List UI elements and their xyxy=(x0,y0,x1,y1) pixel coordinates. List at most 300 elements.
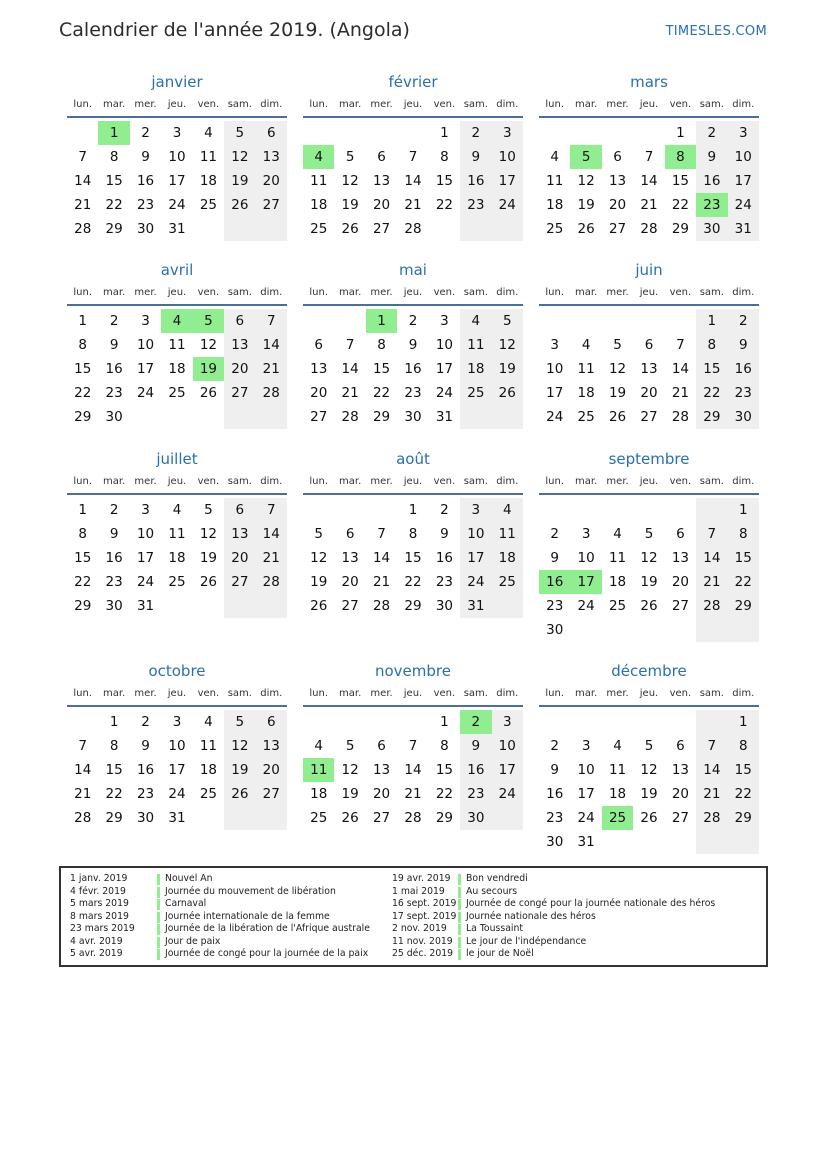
weekday-label: lun. xyxy=(545,287,565,298)
day-cell: 19 xyxy=(608,385,627,401)
day-cell: 9 xyxy=(141,149,150,165)
month-name: octobre xyxy=(148,662,206,680)
legend-date: 8 mars 2019 xyxy=(70,910,129,922)
day-cell: 29 xyxy=(696,405,727,429)
legend-marker xyxy=(157,899,160,910)
weekend-empty-cell xyxy=(460,217,491,241)
day-cell: 19 xyxy=(640,574,658,590)
day-cell: 24 xyxy=(136,385,155,401)
day-cell: 10 xyxy=(577,550,595,566)
day-cell: 25 xyxy=(199,786,217,802)
weekend-empty-cell xyxy=(492,594,523,618)
weekday-label: mer. xyxy=(370,688,393,699)
legend-marker xyxy=(157,924,160,935)
weekday-label: ven. xyxy=(669,476,692,487)
header-divider xyxy=(303,493,523,495)
day-cell: 6 xyxy=(377,738,386,754)
day-cell: 13 xyxy=(671,762,689,778)
weekday-label: dim. xyxy=(732,99,755,110)
weekday-header xyxy=(67,287,287,301)
weekend-empty-cell xyxy=(492,217,523,241)
weekday-label: dim. xyxy=(260,99,283,110)
day-cell: 2 xyxy=(141,714,150,730)
day-cell: 27 xyxy=(372,221,391,237)
day-cell: 6 xyxy=(256,710,287,734)
day-cell: 20 xyxy=(256,758,287,782)
day-cell: 4 xyxy=(204,125,213,141)
day-cell: 1 xyxy=(696,309,727,333)
day-cell: 25 xyxy=(310,810,328,826)
day-cell: 26 xyxy=(199,574,217,590)
day-cell: 6 xyxy=(256,121,287,145)
day-cell: 26 xyxy=(640,598,658,614)
day-cell: 12 xyxy=(310,550,328,566)
weekday-label: ven. xyxy=(197,287,220,298)
day-cell: 26 xyxy=(608,409,627,425)
weekend-empty-cell xyxy=(728,830,759,854)
weekday-label: mar. xyxy=(339,287,362,298)
legend-date: 5 avr. 2019 xyxy=(70,948,123,959)
day-cell: 29 xyxy=(105,221,123,237)
day-cell: 26 xyxy=(492,381,523,405)
weekday-label: mer. xyxy=(134,688,157,699)
day-cell: 23 xyxy=(404,385,422,401)
weekday-label: ven. xyxy=(433,476,456,487)
holiday-day-cell: 8 xyxy=(665,145,696,169)
legend-date: 2 nov. 2019 xyxy=(392,923,447,934)
holiday-day-cell: 11 xyxy=(303,758,334,782)
day-cell: 12 xyxy=(199,337,217,353)
day-cell: 14 xyxy=(696,758,727,782)
day-cell: 23 xyxy=(136,786,155,802)
day-cell: 23 xyxy=(460,782,491,806)
weekday-label: mar. xyxy=(339,688,362,699)
month-name: août xyxy=(396,450,430,468)
legend-marker xyxy=(458,949,461,960)
legend-holiday-name: Journée de congé pour la journée nationale des héros xyxy=(466,898,716,909)
day-cell: 27 xyxy=(256,782,287,806)
brand-link[interactable]: TIMESLES.COM xyxy=(665,24,767,39)
legend-holiday-name: Journée de congé pour la journée de la paix xyxy=(165,948,369,959)
day-cell: 19 xyxy=(199,550,217,566)
day-cell: 7 xyxy=(256,498,287,522)
day-cell: 12 xyxy=(224,734,255,758)
month-name: mai xyxy=(399,261,427,279)
day-cell: 7 xyxy=(408,738,418,754)
legend-marker xyxy=(157,874,160,885)
weekday-label: mar. xyxy=(339,476,362,487)
weekday-label: mer. xyxy=(134,287,157,298)
day-cell: 6 xyxy=(345,526,355,542)
day-cell: 18 xyxy=(168,550,186,566)
legend-date: 1 mai 2019 xyxy=(392,885,445,897)
day-cell: 23 xyxy=(460,193,491,217)
weekday-label: mer. xyxy=(606,99,629,110)
day-cell: 2 xyxy=(141,125,150,141)
day-cell: 6 xyxy=(314,337,323,353)
day-cell: 1 xyxy=(109,714,119,730)
day-cell: 20 xyxy=(640,385,658,401)
day-cell: 18 xyxy=(546,197,564,213)
day-cell: 3 xyxy=(440,313,449,329)
day-cell: 28 xyxy=(341,409,359,425)
day-cell: 10 xyxy=(460,522,491,546)
day-cell: 8 xyxy=(728,734,759,758)
day-cell: 1 xyxy=(78,502,87,518)
day-cell: 11 xyxy=(546,173,564,189)
day-cell: 9 xyxy=(550,762,559,778)
legend-marker xyxy=(157,949,160,960)
day-cell: 11 xyxy=(460,333,491,357)
legend-marker xyxy=(458,937,461,948)
header-divider xyxy=(539,116,759,118)
header-divider xyxy=(67,304,287,306)
day-cell: 10 xyxy=(435,337,453,353)
day-cell: 5 xyxy=(204,502,213,518)
legend-date: 19 avr. 2019 xyxy=(392,873,451,884)
day-cell: 9 xyxy=(109,337,119,353)
day-cell: 13 xyxy=(224,522,255,546)
weekday-label: ven. xyxy=(669,287,692,298)
legend-row xyxy=(70,873,440,886)
day-cell: 11 xyxy=(168,526,186,542)
day-cell: 21 xyxy=(256,357,287,381)
day-cell: 20 xyxy=(372,197,391,213)
day-cell: 15 xyxy=(696,357,727,381)
day-cell: 2 xyxy=(728,309,759,333)
day-cell: 29 xyxy=(435,810,453,826)
legend-row xyxy=(392,898,762,911)
day-cell: 17 xyxy=(492,169,523,193)
day-cell: 18 xyxy=(460,357,491,381)
day-cell: 22 xyxy=(728,570,759,594)
day-cell: 10 xyxy=(168,149,186,165)
day-cell: 16 xyxy=(136,173,155,189)
day-cell: 14 xyxy=(671,361,689,377)
day-cell: 8 xyxy=(696,333,727,357)
month-name: juillet xyxy=(156,450,198,468)
legend-holiday-name: Journée nationale des héros xyxy=(466,910,596,922)
weekday-label: mar. xyxy=(103,688,126,699)
weekend-empty-cell xyxy=(696,830,727,854)
day-cell: 4 xyxy=(581,337,591,353)
weekday-label: dim. xyxy=(260,476,283,487)
day-cell: 7 xyxy=(345,337,355,353)
weekday-label: ven. xyxy=(433,688,456,699)
day-grid xyxy=(303,498,523,642)
weekday-header xyxy=(539,476,759,490)
day-cell: 26 xyxy=(199,385,217,401)
day-cell: 24 xyxy=(460,570,491,594)
day-cell: 28 xyxy=(74,221,92,237)
weekday-label: lun. xyxy=(73,688,93,699)
day-cell: 3 xyxy=(492,710,523,734)
weekend-empty-cell xyxy=(492,405,523,429)
day-cell: 10 xyxy=(492,145,523,169)
weekday-label: dim. xyxy=(732,287,755,298)
weekday-label: mer. xyxy=(370,99,393,110)
day-cell: 31 xyxy=(460,594,491,618)
day-cell: 27 xyxy=(608,221,627,237)
day-cell: 11 xyxy=(199,738,217,754)
day-cell: 27 xyxy=(671,810,689,826)
weekday-label: dim. xyxy=(260,688,283,699)
weekend-empty-cell xyxy=(728,618,759,642)
day-cell: 26 xyxy=(310,598,328,614)
day-cell: 15 xyxy=(74,550,92,566)
day-cell: 12 xyxy=(608,361,627,377)
weekday-label: sam. xyxy=(463,688,488,699)
holiday-day-cell: 1 xyxy=(98,121,129,145)
day-cell: 10 xyxy=(492,734,523,758)
day-cell: 8 xyxy=(440,738,449,754)
weekday-label: sam. xyxy=(227,287,252,298)
day-cell: 19 xyxy=(224,758,255,782)
day-cell: 20 xyxy=(341,574,359,590)
day-cell: 3 xyxy=(581,526,591,542)
weekday-header xyxy=(303,99,523,113)
legend-holiday-name: Journée internationale de la femme xyxy=(165,910,330,922)
day-cell: 12 xyxy=(341,762,359,778)
day-cell: 15 xyxy=(435,173,453,189)
day-grid xyxy=(539,309,759,453)
day-cell: 20 xyxy=(224,546,255,570)
weekday-label: mer. xyxy=(606,476,629,487)
day-cell: 7 xyxy=(377,526,386,542)
weekday-label: dim. xyxy=(260,287,283,298)
day-cell: 9 xyxy=(696,145,727,169)
day-cell: 2 xyxy=(696,121,727,145)
day-cell: 31 xyxy=(168,221,186,237)
day-cell: 11 xyxy=(199,149,217,165)
day-cell: 24 xyxy=(546,409,564,425)
weekday-label: dim. xyxy=(496,688,519,699)
day-cell: 27 xyxy=(224,381,255,405)
weekday-label: lun. xyxy=(73,287,93,298)
day-cell: 17 xyxy=(435,361,453,377)
day-cell: 28 xyxy=(404,221,422,237)
day-cell: 23 xyxy=(546,598,564,614)
day-cell: 22 xyxy=(671,197,689,213)
day-cell: 15 xyxy=(105,173,123,189)
day-cell: 29 xyxy=(728,594,759,618)
legend-row xyxy=(70,898,440,911)
day-cell: 22 xyxy=(74,574,92,590)
day-cell: 25 xyxy=(577,409,595,425)
weekday-label: ven. xyxy=(669,99,692,110)
day-cell: 15 xyxy=(105,762,123,778)
day-cell: 19 xyxy=(492,357,523,381)
day-cell: 29 xyxy=(372,409,391,425)
day-cell: 1 xyxy=(408,502,418,518)
day-cell: 16 xyxy=(728,357,759,381)
day-cell: 7 xyxy=(696,734,727,758)
weekday-label: ven. xyxy=(669,688,692,699)
legend-row xyxy=(392,923,762,936)
weekday-label: ven. xyxy=(433,99,456,110)
weekday-label: sam. xyxy=(463,476,488,487)
day-cell: 3 xyxy=(581,738,591,754)
day-cell: 3 xyxy=(728,121,759,145)
day-cell: 11 xyxy=(577,361,595,377)
day-cell: 15 xyxy=(372,361,391,377)
weekday-label: lun. xyxy=(73,476,93,487)
weekday-label: sam. xyxy=(227,476,252,487)
weekday-label: jeu. xyxy=(639,287,659,298)
day-cell: 11 xyxy=(310,173,328,189)
day-cell: 18 xyxy=(310,197,328,213)
holiday-day-cell: 4 xyxy=(303,145,334,169)
weekday-label: jeu. xyxy=(403,287,423,298)
legend-date: 23 mars 2019 xyxy=(70,923,135,934)
day-cell: 19 xyxy=(577,197,595,213)
day-cell: 23 xyxy=(136,197,155,213)
day-cell: 30 xyxy=(460,806,491,830)
day-cell: 16 xyxy=(696,169,727,193)
legend-row xyxy=(70,923,440,936)
day-cell: 25 xyxy=(199,197,217,213)
day-cell: 8 xyxy=(728,522,759,546)
day-cell: 18 xyxy=(492,546,523,570)
day-cell: 21 xyxy=(671,385,689,401)
day-cell: 9 xyxy=(408,337,418,353)
day-cell: 5 xyxy=(345,149,355,165)
weekday-label: mar. xyxy=(103,476,126,487)
weekend-empty-cell xyxy=(256,405,287,429)
day-cell: 16 xyxy=(404,361,422,377)
weekend-empty-cell xyxy=(256,217,287,241)
day-cell: 25 xyxy=(168,574,186,590)
header-divider xyxy=(539,705,759,707)
weekday-header xyxy=(539,99,759,113)
day-cell: 29 xyxy=(74,598,92,614)
legend-row xyxy=(70,948,440,961)
day-cell: 26 xyxy=(341,221,359,237)
day-cell: 3 xyxy=(141,502,150,518)
day-cell: 14 xyxy=(74,762,92,778)
weekday-header xyxy=(539,688,759,702)
day-cell: 14 xyxy=(74,173,92,189)
legend-holiday-name: Le jour de l'indépendance xyxy=(466,935,587,947)
weekday-label: ven. xyxy=(433,287,456,298)
day-cell: 14 xyxy=(256,333,287,357)
legend-row xyxy=(70,886,440,899)
day-cell: 19 xyxy=(640,786,658,802)
month-name: juin xyxy=(635,261,663,279)
weekday-label: mer. xyxy=(134,99,157,110)
weekend-empty-cell xyxy=(224,405,255,429)
day-cell: 3 xyxy=(460,498,491,522)
header-divider xyxy=(67,493,287,495)
legend-row xyxy=(392,948,762,961)
legend-holiday-name: Journée de la libération de l'Afrique australe xyxy=(165,923,370,934)
day-cell: 31 xyxy=(435,409,453,425)
day-cell: 14 xyxy=(372,550,391,566)
weekday-label: jeu. xyxy=(167,99,187,110)
day-cell: 22 xyxy=(372,385,391,401)
day-cell: 10 xyxy=(136,526,155,542)
day-cell: 7 xyxy=(408,149,418,165)
day-cell: 30 xyxy=(435,598,453,614)
day-cell: 28 xyxy=(696,594,727,618)
day-cell: 15 xyxy=(435,762,453,778)
day-cell: 30 xyxy=(546,622,564,638)
day-cell: 20 xyxy=(671,574,689,590)
day-cell: 10 xyxy=(577,762,595,778)
day-cell: 6 xyxy=(676,738,685,754)
day-cell: 17 xyxy=(728,169,759,193)
day-cell: 16 xyxy=(435,550,453,566)
day-cell: 10 xyxy=(136,337,155,353)
legend-marker xyxy=(458,924,461,935)
legend-row xyxy=(70,936,440,949)
weekday-label: jeu. xyxy=(167,688,187,699)
day-cell: 12 xyxy=(640,762,658,778)
weekday-label: sam. xyxy=(463,287,488,298)
legend-row xyxy=(392,936,762,949)
day-cell: 14 xyxy=(341,361,359,377)
day-cell: 3 xyxy=(172,714,182,730)
weekend-empty-cell xyxy=(224,594,255,618)
day-cell: 16 xyxy=(105,361,123,377)
day-cell: 5 xyxy=(644,526,654,542)
day-cell: 25 xyxy=(608,598,627,614)
day-cell: 6 xyxy=(613,149,622,165)
legend-holiday-name: Carnaval xyxy=(165,898,207,909)
legend-marker xyxy=(458,899,461,910)
day-cell: 22 xyxy=(435,786,453,802)
day-cell: 20 xyxy=(372,786,391,802)
legend-date: 11 nov. 2019 xyxy=(392,935,453,947)
weekend-empty-cell xyxy=(224,217,255,241)
day-cell: 18 xyxy=(199,762,217,778)
day-cell: 4 xyxy=(314,738,323,754)
day-cell: 20 xyxy=(224,357,255,381)
weekday-label: jeu. xyxy=(403,99,423,110)
day-cell: 24 xyxy=(136,574,155,590)
day-cell: 20 xyxy=(671,786,689,802)
weekday-label: jeu. xyxy=(167,476,187,487)
day-cell: 21 xyxy=(696,782,727,806)
day-cell: 16 xyxy=(460,758,491,782)
day-cell: 28 xyxy=(372,598,391,614)
header-divider xyxy=(303,705,523,707)
header-divider xyxy=(67,705,287,707)
day-cell: 4 xyxy=(172,502,182,518)
day-cell: 30 xyxy=(728,405,759,429)
day-cell: 13 xyxy=(256,145,287,169)
header-divider xyxy=(539,493,759,495)
day-cell: 8 xyxy=(78,337,87,353)
weekday-label: ven. xyxy=(197,476,220,487)
legend-marker xyxy=(157,912,160,923)
day-cell: 23 xyxy=(105,385,123,401)
day-cell: 13 xyxy=(341,550,359,566)
day-cell: 24 xyxy=(492,193,523,217)
weekday-header xyxy=(67,688,287,702)
day-cell: 21 xyxy=(696,570,727,594)
month-name: mars xyxy=(630,73,668,91)
weekday-label: mer. xyxy=(370,287,393,298)
day-cell: 2 xyxy=(109,313,119,329)
day-cell: 29 xyxy=(404,598,422,614)
day-cell: 21 xyxy=(74,786,92,802)
day-cell: 9 xyxy=(550,550,559,566)
weekday-label: jeu. xyxy=(403,688,423,699)
day-cell: 17 xyxy=(546,385,564,401)
day-cell: 4 xyxy=(613,738,622,754)
day-cell: 8 xyxy=(78,526,87,542)
